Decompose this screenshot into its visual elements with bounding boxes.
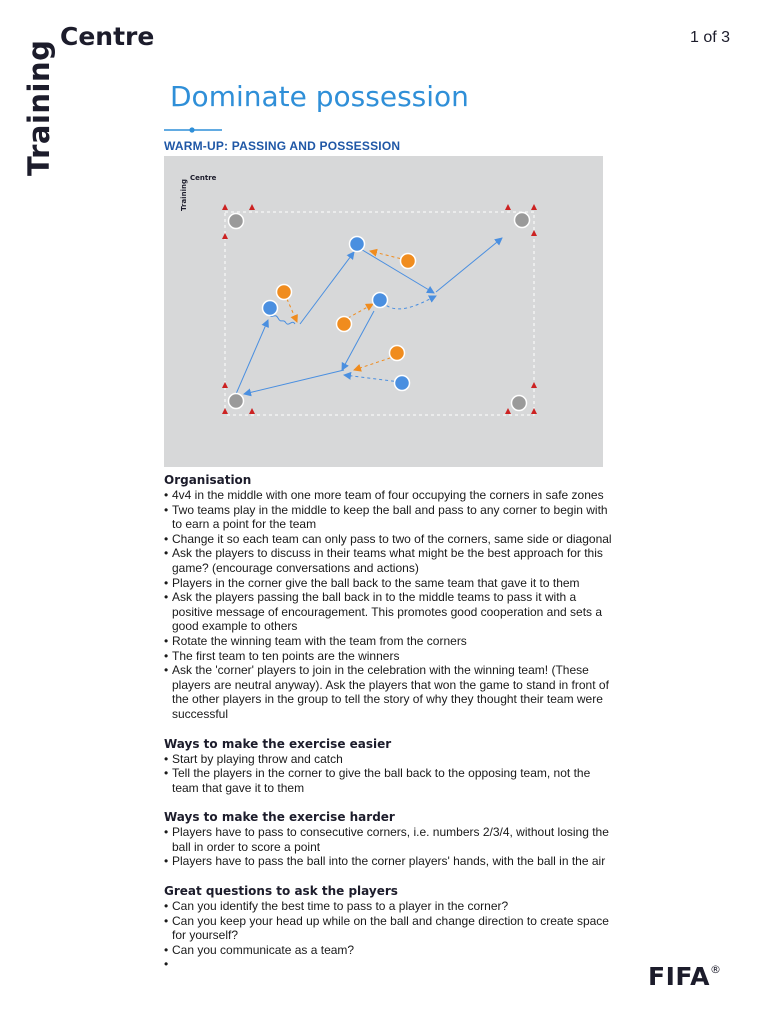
list-item: • Rotate the winning team with the team from the corners: [164, 634, 614, 649]
section-heading-easier: Ways to make the exercise easier: [164, 736, 392, 751]
brand-centre: Centre: [60, 22, 155, 51]
list-item: • The first team to ten points are the winners: [164, 649, 614, 664]
drill-content: [164, 472, 614, 971]
list-item: • Players have to pass the ball into the corner players' hands, with the ball in the air: [164, 854, 614, 869]
page-count: 1 of 3: [689, 29, 730, 46]
questions-list: [164, 899, 614, 957]
section-heading-organisation: Organisation: [164, 473, 252, 487]
section-subtitle: WARM-UP: PASSING AND POSSESSION: [164, 139, 401, 153]
list-item: • Can you identify the best time to pass to a player in the corner?: [164, 899, 614, 914]
organisation-list: [164, 488, 614, 722]
list-item: • Change it so each team can only pass to two of the corners, same side or diagonal: [164, 532, 614, 547]
easier-list: [164, 752, 614, 796]
drill-diagram-svg: [164, 156, 603, 467]
fifa-logo: [648, 962, 721, 991]
list-item: • Can you communicate as a team?: [164, 943, 614, 958]
list-item: • Tell the players in the corner to give the ball back to the opposing team, not the team that gave it to them: [164, 766, 614, 795]
brand-training-vertical: Training: [22, 39, 56, 176]
registered-mark: ®: [709, 963, 722, 976]
list-item: • Can you keep your head up while on the ball and change direction to create space for yourself?: [164, 914, 614, 943]
list-item: • 4v4 in the middle with one more team of four occupying the corners in safe zones: [164, 488, 614, 503]
list-item: • Players in the corner give the ball back to the same team that gave it to them: [164, 576, 614, 591]
blue-team-players: [263, 237, 410, 391]
list-item: • Players have to pass to consecutive corners, i.e. numbers 2/3/4, without losing the ball in order to score a point: [164, 825, 614, 854]
list-item: • Ask the players passing the ball back in to the middle teams to pass it with a positive message of encouragement. This promotes good cooperation and sets a good example to others: [164, 590, 614, 634]
fifa-logo-text: FIFA: [648, 962, 710, 991]
list-item: • Two teams play in the middle to keep the ball and pass to any corner to begin with to earn a point for the team: [164, 503, 614, 532]
list-item: • Start by playing throw and catch: [164, 752, 614, 767]
list-item: • Ask the players to discuss in their teams what might be the best approach for this game? (encourage conversations and actions): [164, 546, 614, 575]
drill-diagram: [164, 156, 603, 467]
section-heading-questions: Great questions to ask the players: [164, 884, 398, 899]
diagram-brand-vertical: Training: [180, 179, 188, 211]
diagram-brand-centre: Centre: [190, 174, 217, 182]
page-title: Dominate possession: [170, 80, 469, 113]
title-accent-line: [164, 124, 222, 136]
blue-team-movements: [236, 238, 502, 394]
harder-list: [164, 825, 614, 869]
list-item: • Ask the 'corner' players to join in the celebration with the winning team! (These players are neutral anyway). Ask the players that won the game to stand in front of the other players in the group to tell the story of why they thought their team were successful: [164, 663, 614, 721]
orange-team-movements: [287, 251, 406, 370]
section-heading-harder: Ways to make the exercise harder: [164, 810, 395, 825]
